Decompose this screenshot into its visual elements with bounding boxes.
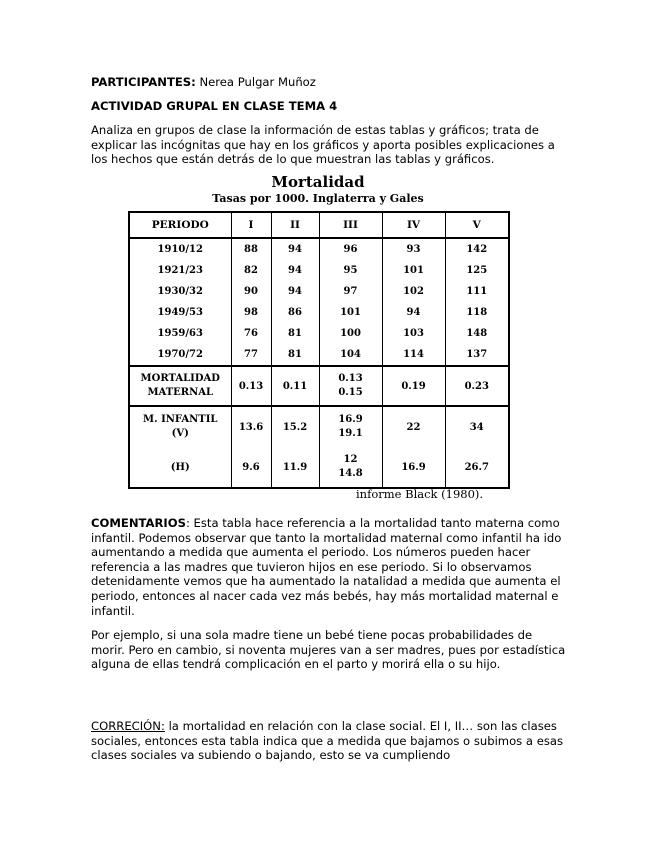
cell: 125 bbox=[445, 260, 509, 281]
cell: 101 bbox=[319, 302, 382, 323]
cell: 22 bbox=[382, 406, 445, 447]
table-row bbox=[129, 238, 509, 260]
cell: 103 bbox=[382, 323, 445, 344]
participants-line bbox=[91, 75, 566, 90]
cell: 1930/32 bbox=[129, 281, 231, 302]
cell: 111 bbox=[445, 281, 509, 302]
table-row bbox=[129, 323, 509, 344]
participants-name: Nerea Pulgar Muñoz bbox=[199, 75, 316, 89]
correccion-label: CORRECIÓN: bbox=[91, 719, 165, 733]
cell: 0.13 bbox=[231, 366, 271, 406]
maternal-mortality-row bbox=[129, 366, 509, 406]
comentarios-paragraph bbox=[91, 516, 566, 618]
header-class-ii: II bbox=[271, 212, 319, 238]
cell bbox=[319, 366, 382, 406]
cell: 86 bbox=[271, 302, 319, 323]
correccion-paragraph bbox=[91, 719, 566, 763]
cell: 1910/12 bbox=[129, 238, 231, 260]
cell: 0.11 bbox=[271, 366, 319, 406]
figure-title: Mortalidad bbox=[271, 173, 365, 191]
header-class-iii: III bbox=[319, 212, 382, 238]
cell: 90 bbox=[231, 281, 271, 302]
cell-value: 19.1 bbox=[338, 428, 363, 439]
maternal-label-line2: MATERNAL bbox=[147, 387, 214, 398]
cell: 118 bbox=[445, 302, 509, 323]
cell: 13.6 bbox=[231, 406, 271, 447]
activity-title: ACTIVIDAD GRUPAL EN CLASE TEMA 4 bbox=[91, 99, 338, 113]
cell: 88 bbox=[231, 238, 271, 260]
infant-label-line1: M. INFANTIL bbox=[143, 414, 218, 425]
table-row bbox=[129, 281, 509, 302]
cell: 94 bbox=[382, 302, 445, 323]
cell: 1921/23 bbox=[129, 260, 231, 281]
cell: 95 bbox=[319, 260, 382, 281]
header-class-iv: IV bbox=[382, 212, 445, 238]
cell: 142 bbox=[445, 238, 509, 260]
cell: 114 bbox=[382, 344, 445, 366]
cell-value: 0.13 bbox=[338, 373, 363, 384]
cell-value: 0.15 bbox=[338, 387, 363, 398]
cell-value: 12 bbox=[343, 454, 358, 465]
intro-paragraph: Analiza en grupos de clase la información de estas tablas y gráficos; trata de explicar las incógnitas que hay en los gráficos y aporta posibles explicaciones a los hechos que están detrás de lo que muestran las tablas y gráficos. bbox=[91, 123, 555, 167]
ejemplo-paragraph: Por ejemplo, si una sola madre tiene un bebé tiene pocas probabilidades de morir. Pero en cambio, si noventa mujeres van a ser madres, pues por estadística alguna de ellas tendrá complicación en el parto y morirá ella o su hijo. bbox=[91, 628, 566, 672]
cell: 94 bbox=[271, 238, 319, 260]
cell: 94 bbox=[271, 281, 319, 302]
cell: 1949/53 bbox=[129, 302, 231, 323]
figure-subtitle: Tasas por 1000. Inglaterra y Gales bbox=[212, 192, 424, 205]
cell: 81 bbox=[271, 323, 319, 344]
cell: 76 bbox=[231, 323, 271, 344]
cell: 34 bbox=[445, 406, 509, 447]
cell: 94 bbox=[271, 260, 319, 281]
cell: 93 bbox=[382, 238, 445, 260]
comentarios-label: COMENTARIOS bbox=[91, 516, 186, 530]
infant-label-v: (V) bbox=[171, 428, 189, 439]
infant-mortality-v-row bbox=[129, 406, 509, 447]
cell bbox=[319, 406, 382, 447]
cell bbox=[319, 447, 382, 488]
correccion-text: la mortalidad en relación con la clase social. El I, II… son las clases sociales, entonces esta tabla indica que a medida que bajamos o subimos a esas clases sociales va subiendo o bajando, esto se va cumpliendo bbox=[91, 719, 564, 763]
participants-label: PARTICIPANTES: bbox=[91, 75, 196, 89]
mortality-table bbox=[128, 211, 510, 489]
cell: 1970/72 bbox=[129, 344, 231, 366]
cell-value: 16.9 bbox=[338, 414, 363, 425]
cell-value: 14.8 bbox=[338, 468, 363, 479]
cell: 98 bbox=[231, 302, 271, 323]
infant-label bbox=[129, 406, 231, 447]
cell: 0.23 bbox=[445, 366, 509, 406]
cell: 102 bbox=[382, 281, 445, 302]
cell: 137 bbox=[445, 344, 509, 366]
cell: 9.6 bbox=[231, 447, 271, 488]
table-row bbox=[129, 302, 509, 323]
cell: 77 bbox=[231, 344, 271, 366]
cell: 96 bbox=[319, 238, 382, 260]
cell: 0.19 bbox=[382, 366, 445, 406]
cell: 104 bbox=[319, 344, 382, 366]
cell: 101 bbox=[382, 260, 445, 281]
cell: 81 bbox=[271, 344, 319, 366]
cell: 11.9 bbox=[271, 447, 319, 488]
table-row bbox=[129, 344, 509, 366]
cell: 15.2 bbox=[271, 406, 319, 447]
maternal-label bbox=[129, 366, 231, 406]
header-class-i: I bbox=[231, 212, 271, 238]
maternal-label-line1: MORTALIDAD bbox=[140, 373, 220, 384]
header-periodo: PERIODO bbox=[129, 212, 231, 238]
cell: 16.9 bbox=[382, 447, 445, 488]
cell: 1959/63 bbox=[129, 323, 231, 344]
cell: 148 bbox=[445, 323, 509, 344]
figure-source: informe Black (1980). bbox=[356, 487, 484, 501]
infant-mortality-h-row bbox=[129, 447, 509, 488]
cell: 100 bbox=[319, 323, 382, 344]
cell: 26.7 bbox=[445, 447, 509, 488]
table-header-row bbox=[129, 212, 509, 238]
infant-label-h: (H) bbox=[129, 447, 231, 488]
comentarios-text: : Esta tabla hace referencia a la mortalidad tanto materna como infantil. Podemos observar que tanto la mortalidad maternal como infantil ha ido aumentando a medida que aumenta el periodo. Los números pueden hacer referencia a las madres que tuvieron hijos en ese periodo. Si lo observamos detenidamente vemos que ha aumentado la natalidad a medida que aumenta el periodo, entonces al nacer cada vez más bebés, hay más mortalidad maternal e infantil. bbox=[91, 516, 562, 618]
cell: 97 bbox=[319, 281, 382, 302]
cell: 82 bbox=[231, 260, 271, 281]
header-class-v: V bbox=[445, 212, 509, 238]
table-row bbox=[129, 260, 509, 281]
